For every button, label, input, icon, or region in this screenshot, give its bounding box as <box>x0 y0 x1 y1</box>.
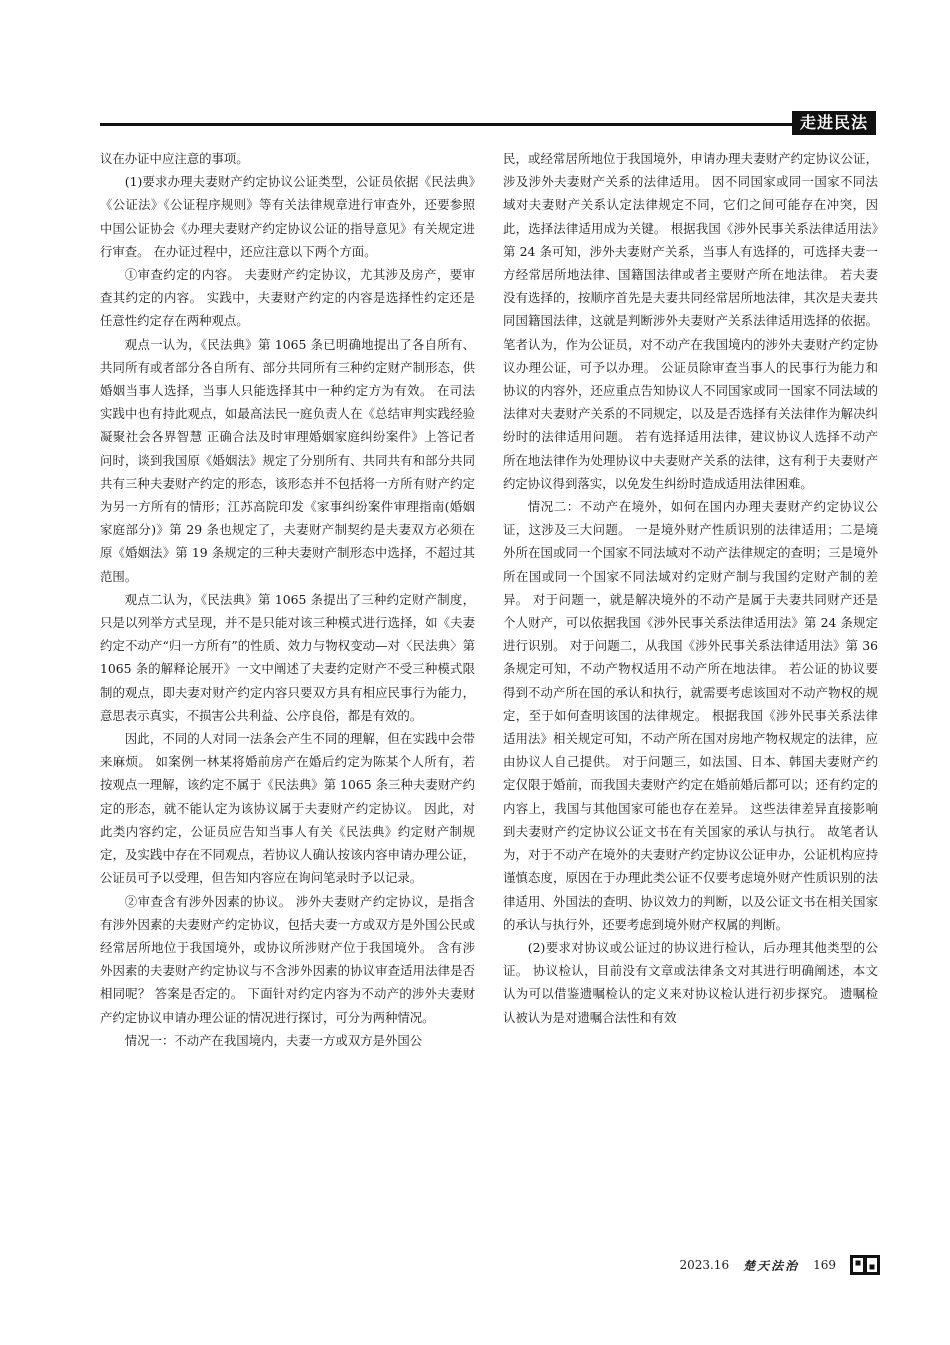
paragraph: 观点一认为，《民法典》第 1065 条已明确地提出了各自所有、共同所有或者部分各自所有、部分共同所有三种约定财产制形态，供婚姻当事人选择，当事人只能选择其中一种约定方为有效。 在司法实践中也有持此观点，如最高法民一庭负责人在《总结审判实践经验凝聚社会各界智慧 正确合法及时审理婚姻家庭纠纷案件》上答记者问时，谈到我国原《婚姻法》规定了分别所有、共同共有和部分共同共有三种夫妻财产约定的形态，该形态并不包括将一方所有财产约定为另一方所有的情形；江苏高院印发《家事纠纷案件审理指南(婚姻家庭部分)》第 29 条也规定了，夫妻财产制契约是夫妻双方必须在原《婚姻法》第 19 条规定的三种夫妻财产制形态中选择，不超过其范围。 <box>100 336 475 584</box>
paragraph: (2)要求对协议或公证过的协议进行检认，后办理其他类型的公证。 协议检认，目前没有文章或法律条文对其进行明确阐述，本文认为可以借鉴遗嘱检认的定义来对协议检认进行初步探究。 遗嘱检认被认为是对遗嘱合法性和有效 <box>503 939 878 1025</box>
left-column <box>100 147 475 1052</box>
right-column <box>503 147 878 1029</box>
paragraph: 情况一：不动产在我国境内，夫妻一方或双方是外国公 <box>124 1032 423 1048</box>
paragraph: ②审查含有涉外因素的协议。 涉外夫妻财产约定协议，是指含有涉外因素的夫妻财产约定协议，包括夫妻一方或双方是外国公民或经常居所地位于我国境外，或协议所涉财产位于我国境外。 含有涉外因素的夫妻财产约定协议与不含涉外因素的协议审查适用法律是否相同呢？ 答案是否定的。 下面针对约定内容为不动产的涉外夫妻财产约定协议申请办理公证的情况进行探讨，可分为两种情况。 <box>100 893 475 1025</box>
page-number: 169 <box>813 1258 836 1272</box>
magazine-name: 楚天法治 <box>743 1258 800 1273</box>
paragraph: 议在办证中应注意的事项。 <box>100 151 249 166</box>
paragraph: 观点二认为，《民法典》第 1065 条提出了三种约定财产制度，只是以列举方式呈现，并不是只能对该三种模式进行选择，如《夫妻约定不动产“归一方所有”的性质、效力与物权变动—对〈民法典〉第 1065 条的解释论展开》一文中阐述了夫妻约定财产不受三种模式限制的观点，即夫妻对财产约定内容只要双方具有相应民事行为能力，意思表示真实，不损害公共利益、公序良俗，都是有效的。 <box>100 591 475 723</box>
paragraph: 情况二：不动产在境外，如何在国内办理夫妻财产约定协议公证，这涉及三大问题。 一是境外财产性质识别的法律适用；二是境外所在国或同一个国家不同法域对不动产法律规定的查明；三是境外所在国或同一个国家不同法域对约定财产制与我国约定财产制的差异。 对于问题一，就是解决境外的不动产是属于夫妻共同财产还是个人财产，可以依据我国《涉外民事关系法律适用法》第 24 条规定进行识别。 对于问题二，从我国《涉外民事关系法律适用法》第 36 条规定可知，不动产物权适用不动产所在地法律。 若公证的协议要得到不动产所在国的承认和执行，就需要考虑该国对不动产物权的规定，至于如何查明该国的法律规定。 根据我国《涉外民事关系法律适用法》相关规定可知，不动产所在国对房地产物权规定的法律，应由协议人自己提供。 对于问题三，如法国、日本、韩国夫妻财产约定仅限于婚前，而我国夫妻财产约定在婚前婚后都可以；还有约定的内容上，我国与其他国家可能也存在差异。 这些法律差异直接影响到夫妻财产约定协议公证文书在有关国家的承认与执行。 故笔者认为，对于不动产在境外的夫妻财产约定协议公证申办，公证机构应持谨慎态度，原因在于办理此类公证不仅要考虑境外财产性质识别的法律适用、外国法的查明、协议效力的判断，以及公证文书在相关国家的承认与执行外，还要考虑到境外财产权属的判断。 <box>503 499 878 932</box>
page-footer <box>679 1254 880 1276</box>
paragraph: 因此，不同的人对同一法条会产生不同的理解，但在实践中会带来麻烦。 如案例一林某将婚前房产在婚后约定为陈某个人所有，若按观点一理解，该约定不属于《民法典》第 1065 条三种夫妻财产约定的形态，就不能认定为该协议属于夫妻财产约定协议。 因此，对此类内容约定，公证员应告知当事人有关《民法典》约定财产制规定，及实践中存在不同观点，若协议人确认按该内容申请办理公证，公证员可予以受理，但告知内容应在询问笔录时予以记录。 <box>100 731 475 886</box>
issue-number: 2023.16 <box>679 1258 730 1272</box>
paragraph: 民，或经常居所地位于我国境外，申请办理夫妻财产约定协议公证，涉及涉外夫妻财产关系的法律适用。 因不同国家或同一国家不同法域对夫妻财产关系认定法律规定不同，它们之间可能存在冲突，因此，选择法律适用成为关键。 根据我国《涉外民事关系法律适用法》第 24 条可知，涉外夫妻财产关系，当事人有选择的，可选择夫妻一方经常居所地法律、国籍国法律或者主要财产所在地法律。 若夫妻没有选择的，按顺序首先是夫妻共同经常居所地法律，其次是夫妻共同国籍国法律，这就是判断涉外夫妻财产关系法律适用选择的依据。 笔者认为，作为公证员，对不动产在我国境内的涉外夫妻财产约定协议办理公证，可予以办理。 公证员除审查当事人的民事行为能力和协议的内容外，还应重点告知协议人不同国家或同一国家不同法域的法律对夫妻财产关系的不同规定，以及是否选择有关法律作为解决纠纷时的法律适用问题。 若有选择适用法律，建议协议人选择不动产所在地法律作为处理协议中夫妻财产关系的法律，这有利于夫妻财产约定协议得到落实，以免发生纠纷时造成适用法律困难。 <box>503 151 878 491</box>
paragraph: (1)要求办理夫妻财产约定协议公证类型，公证员依据《民法典》《公证法》《公证程序规则》等有关法律规章进行审查外，还要参照中国公证协会《办理夫妻财产约定协议公证的指导意见》有关规定进行审查。 在办证过程中，还应注意以下两个方面。 <box>100 174 475 259</box>
paragraph: ①审查约定的内容。 夫妻财产约定协议，尤其涉及房产，要审查其约定的内容。 实践中，夫妻财产约定的内容是选择性约定还是任意性约定存在两种观点。 <box>100 267 475 329</box>
magazine-logo-icon <box>850 1255 880 1275</box>
section-title: 走进民法典 <box>792 111 876 135</box>
header-rule <box>100 123 792 126</box>
